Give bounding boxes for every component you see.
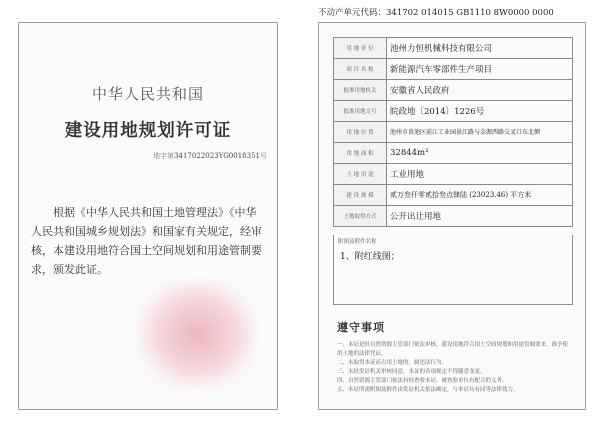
row-label: 土 地 用 途: [334, 164, 387, 185]
blurred-seal-icon: [137, 279, 257, 389]
certificate-right-page: [318, 22, 586, 410]
row-value: 工业用地: [387, 164, 573, 185]
row-value: 新能源汽车零部件生产项目: [387, 59, 573, 80]
list-item: 一、本证是经自然资源主管部门依法审核，建设用地符合国土空间规划和用途管制要求，准予使用土地的法律凭证。: [337, 342, 569, 357]
table-row: [334, 206, 573, 227]
issuance-statement: 根据《中华人民共和国土地管理法》《中华人民共和国城乡规划法》和国家有关规定，经审核，本建设用地符合国土空间规划和用途管制要求，颁发此证。: [31, 206, 262, 276]
row-value: 贰万叁仟零贰拾叁点肆陆 (23023.46) 平方米: [387, 185, 573, 206]
cert-number-value: 3417022023YG0018351: [174, 152, 260, 160]
row-value: 池州力恒机械科技有限公司: [387, 38, 573, 59]
row-label: 建 设 规 模: [334, 185, 387, 206]
rules-title: 遵守事项: [337, 321, 385, 334]
table-row: [334, 59, 573, 80]
list-item: 四、自然资源主管部门依法有权查验本证，被查验单位有配合的义务。: [337, 378, 508, 384]
land-info-table: [333, 37, 573, 227]
cert-suffix: 号: [260, 152, 267, 160]
row-label: 用 地 位 置: [334, 122, 387, 143]
realty-unit-code: 不动产单元代码：341702 014015 GB1110 8W0000 0000: [318, 8, 554, 18]
attachments-box: [333, 235, 573, 305]
document-title: 建设用地规划许可证: [64, 121, 232, 141]
attachment-item: 1、附红线图；: [340, 252, 400, 262]
row-label: 土地取得方式: [334, 206, 387, 227]
list-item: 三、未经发证机关审核同意，本证的各项规定不得随意变更。: [337, 369, 486, 375]
certificate-left-page: [18, 22, 278, 410]
attachments-label: 附图及附件名称: [338, 239, 377, 245]
table-row: [334, 164, 573, 185]
row-label: 批准用地机关: [334, 80, 387, 101]
country-name: 中华人民共和国: [91, 85, 204, 103]
row-value: 32844m²: [387, 143, 573, 164]
certificate-number: [153, 151, 267, 161]
table-row: [334, 101, 573, 122]
table-row: [334, 80, 573, 101]
row-label: 用 地 单 位: [334, 38, 387, 59]
list-item: 五、本证所需附图及附件由发证机关依法确定，与本证具有同等法律效力。: [337, 387, 519, 393]
rules-list: [337, 341, 573, 395]
row-label: 项 目 名 称: [334, 59, 387, 80]
row-value: 皖政地〔2014〕1226号: [387, 101, 573, 122]
row-value: 安徽省人民政府: [387, 80, 573, 101]
list-item: 二、未取得本证而占用土地的，属违法行为。: [337, 360, 448, 366]
table-row: [334, 122, 573, 143]
table-row: [334, 38, 573, 59]
cert-prefix: 地字第: [153, 152, 175, 160]
table-row: [334, 185, 573, 206]
table-row: [334, 143, 573, 164]
row-label: 批准用地文号: [334, 101, 387, 122]
row-label: 用 地 面 积: [334, 143, 387, 164]
row-value: 公开出让用地: [387, 206, 573, 227]
row-value: 池州市贵池区前江工业园景江路与金源西路交叉口东北侧: [387, 122, 573, 143]
